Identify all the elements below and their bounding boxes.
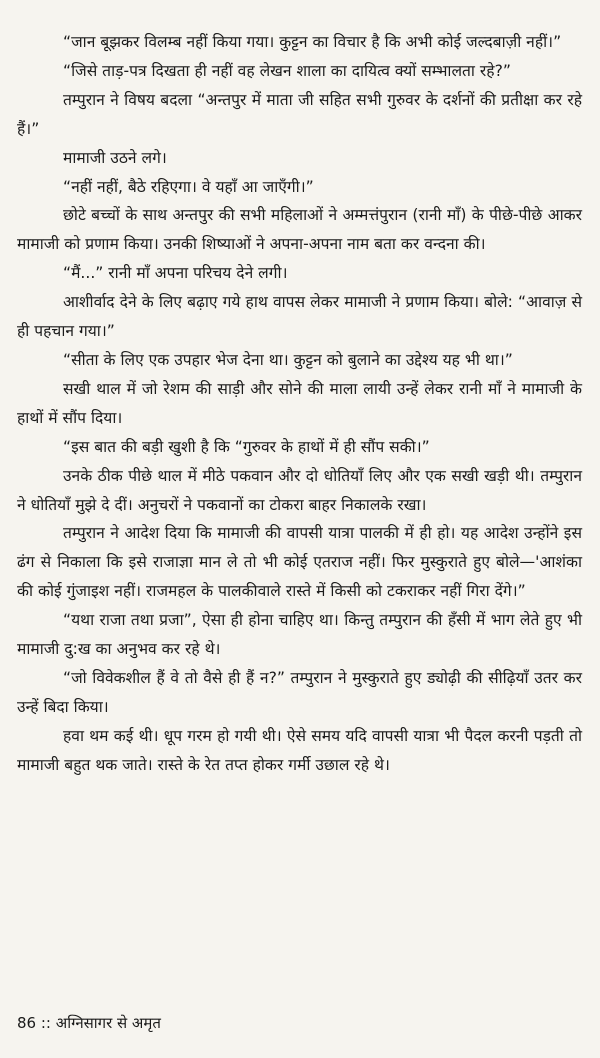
page-footer <box>17 1013 161 1033</box>
paragraph-5: “नहीं नहीं, बैठे रहिएगा। वे यहाँ आ जाएँगी।” <box>63 177 314 196</box>
page-number: 86 <box>17 1014 37 1032</box>
footer-separator: :: <box>40 1014 51 1032</box>
paragraph-13: तम्पुरान ने आदेश दिया कि मामाजी की वापसी यात्रा पालकी में ही हो। यह आदेश उन्होंने इस ढंग से निकाला कि इसे राजाज्ञा मान ले तो भी कोई एतराज नहीं। फिर मुस्कुराते हुए बोले—'आशंका की कोई गुंजाइश नहीं। राजमहल के पालकीवाले रास्ते में किसी को टकराकर नहीं गिरा देंगे।” <box>17 524 582 601</box>
paragraph-1: “जान बूझकर विलम्ब नहीं किया गया। कुट्टन का विचार है कि अभी कोई जल्दबाज़ी नहीं।” <box>63 33 562 51</box>
paragraph-9: “सीता के लिए एक उपहार भेज देना था। कुट्टन को बुलाने का उद्देश्य यह भी था।” <box>63 350 513 369</box>
page-body-text <box>17 28 582 780</box>
paragraph-16: हवा थम कई थी। धूप गरम हो गयी थी। ऐसे समय यदि वापसी यात्रा भी पैदल करनी पड़ती तो मामाजी बहुत थक जाते। रास्ते के रेत तप्त होकर गर्मी उछाल रहे थे। <box>17 726 582 774</box>
paragraph-12: उनके ठीक पीछे थाल में मीठे पकवान और दो धोतियाँ लिए और एक सखी खड़ी थी। तम्पुरान ने धोतियाँ मुझे दे दीं। अनुचरों ने पकवानों का टोकरा बाहर निकालके रखा। <box>17 466 582 514</box>
paragraph-6: छोटे बच्चों के साथ अन्तपुर की सभी महिलाओं ने अम्मत्तंपुरान (रानी माँ) के पीछे-पीछे आकर मामाजी को प्रणाम किया। उनकी शिष्याओं ने अपना-अपना नाम बता कर वन्दना की। <box>17 206 582 254</box>
paragraph-2: “जिसे ताड़-पत्र दिखता ही नहीं वह लेखन शाला का दायित्व क्यों सम्भालता रहे?” <box>63 61 511 80</box>
paragraph-14: “यथा राजा तथा प्रजा”, ऐसा ही होना चाहिए था। किन्तु तम्पुरान की हँसी में भाग लेते हुए भी मामाजी दु:ख का अनुभव कर रहे थे। <box>17 611 582 659</box>
paragraph-15: “जो विवेकशील हैं वे तो वैसे ही हैं न?” तम्पुरान ने मुस्कुराते हुए ड्योढ़ी की सीढ़ियाँ उतर कर उन्हें बिदा किया। <box>17 668 582 716</box>
paragraph-11: “इस बात की बड़ी खुशी है कि “गुरुवर के हाथों में ही सौंप सकी।” <box>63 437 430 456</box>
paragraph-4: मामाजी उठने लगे। <box>63 148 167 167</box>
paragraph-3: तम्पुरान ने विषय बदला “अन्तपुर में माता जी सहित सभी गुरुवर के दर्शनों की प्रतीक्षा कर रहे हैं।” <box>17 90 582 138</box>
paragraph-8: आशीर्वाद देने के लिए बढ़ाए गये हाथ वापस लेकर मामाजी ने प्रणाम किया। बोले: “आवाज़ से ही पहचान गया।” <box>17 293 582 341</box>
paragraph-10: सखी थाल में जो रेशम की साड़ी और सोने की माला लायी उन्हें लेकर रानी माँ ने मामाजी के हाथों में सौंप दिया। <box>17 379 582 427</box>
book-title: अग्निसागर से अमृत <box>55 1014 161 1032</box>
paragraph-7: “मैं...” रानी माँ अपना परिचय देने लगी। <box>63 264 288 283</box>
